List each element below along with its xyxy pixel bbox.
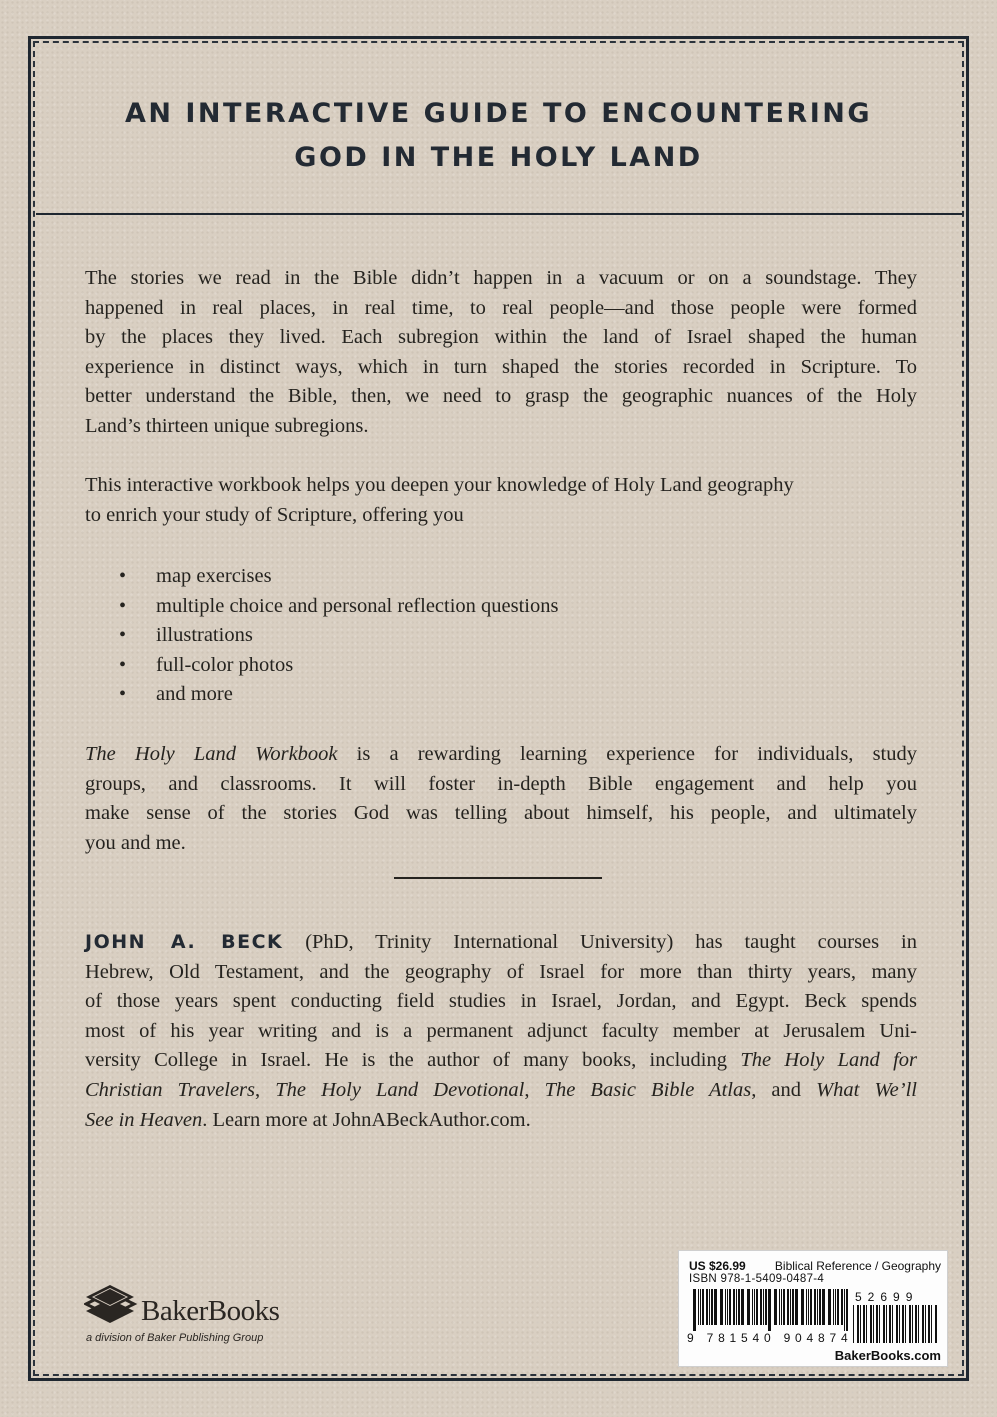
bio-line: Christian Travelers, The Holy Land Devotional, The Basic Bible Atlas, and What We’ll: [85, 1078, 917, 1101]
publisher-website: BakerBooks.com: [834, 1348, 941, 1363]
closing-paragraph: [85, 740, 917, 858]
intro-line: Land’s thirteen unique subregions.: [85, 414, 369, 437]
list-item: • full-color photos: [85, 651, 558, 681]
intro-line: better understand the Bible, then, we need to grasp the geographic nuances of the Holy: [85, 385, 917, 408]
intro-line: by the places they lived. Each subregion within the land of Israel shaped the human: [85, 326, 917, 349]
intro-line: The stories we read in the Bible didn’t happen in a vacuum or on a soundstage. They: [85, 267, 917, 289]
book-title: The Holy Land Workbook: [85, 743, 338, 765]
list-item: • map exercises: [85, 562, 558, 592]
bio-line: of those years spent conducting field studies in Israel, Jordan, and Egypt. Beck spends: [85, 990, 917, 1013]
closing-line: The Holy Land Workbook is a rewarding learning experience for individuals, study: [85, 743, 917, 765]
headline-divider: [36, 213, 962, 215]
bullet-icon: •: [119, 683, 127, 706]
bio-line: JOHN A. BECK (PhD, Trinity International University) has taught courses in: [85, 931, 918, 953]
intro-line: experience in distinct ways, which in turn shaped the stories recorded in Scripture. To: [85, 355, 917, 378]
workbook-intro-line: to enrich your study of Scripture, offering you: [85, 503, 464, 526]
supplement-digits: 52699: [855, 1290, 919, 1304]
barcode-sticker: [678, 1250, 948, 1367]
intro-line: happened in real places, in real time, to real people—and those people were formed: [85, 296, 917, 319]
ean-digits: 9 781540 904874: [687, 1331, 853, 1345]
category: Biblical Reference / Geography: [774, 1259, 941, 1273]
ean-barcode: [693, 1289, 849, 1331]
headline-line-1: AN INTERACTIVE GUIDE TO ENCOUNTERING: [124, 98, 873, 129]
closing-line: you and me.: [85, 831, 186, 854]
bullet-icon: •: [119, 624, 127, 647]
feature-list: [85, 562, 558, 710]
closing-line: make sense of the stories God was telling about himself, his people, and ultimately: [85, 802, 917, 825]
bullet-icon: •: [119, 565, 127, 587]
cover-headline: [40, 92, 957, 180]
list-item: • and more: [85, 680, 558, 710]
publisher-logo: [84, 1279, 344, 1349]
workbook-intro-line: This interactive workbook helps you deepen your knowledge of Holy Land geography: [85, 474, 794, 497]
bio-line: versity College in Israel. He is the author of many books, including The Holy Land for: [85, 1049, 917, 1072]
list-item: • illustrations: [85, 621, 558, 651]
intro-paragraph: [85, 264, 917, 530]
list-item: • multiple choice and personal reflection questions: [85, 592, 558, 622]
bio-line: Hebrew, Old Testament, and the geography of Israel for more than thirty years, many: [85, 960, 917, 983]
bullet-icon: •: [119, 594, 127, 617]
author-bio: [85, 928, 917, 1135]
headline-line-2: GOD IN THE HOLY LAND: [294, 142, 703, 173]
isbn: ISBN 978-1-5409-0487-4: [689, 1273, 825, 1285]
author-name: JOHN A. BECK: [85, 931, 284, 953]
closing-line: groups, and classrooms. It will foster in-depth Bible engagement and help you: [85, 772, 917, 795]
bio-line: most of his year writing and is a permanent adjunct faculty member at Jerusalem Uni-: [85, 1019, 917, 1042]
section-divider: [394, 877, 602, 879]
publisher-tagline: a division of Baker Publishing Group: [86, 1332, 264, 1344]
bullet-icon: •: [119, 653, 127, 676]
publisher-name: BakerBooks: [141, 1295, 280, 1327]
price: US $26.99: [689, 1259, 746, 1273]
bio-line: See in Heaven. Learn more at JohnABeckAuthor.com.: [85, 1108, 531, 1131]
bakerbooks-books-icon: [84, 1279, 138, 1325]
